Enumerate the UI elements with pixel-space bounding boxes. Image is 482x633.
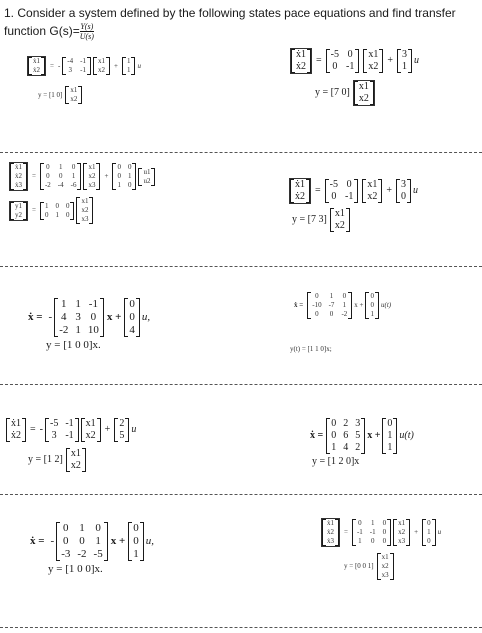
matrix [81, 418, 101, 442]
math-term: u [437, 528, 442, 536]
transfer-function-fraction [80, 22, 94, 41]
math-term: 0 [382, 537, 387, 545]
matrix [365, 292, 379, 319]
math-term: x1 [85, 418, 96, 429]
math-term: 0 [387, 418, 393, 429]
math-term: 0 [79, 535, 85, 547]
math-term: 0 [332, 61, 338, 72]
math-term: 0 [95, 522, 101, 534]
math-term: 0 [427, 537, 431, 545]
math-term: -2 [77, 548, 87, 560]
math-term: ẋ = [30, 535, 45, 547]
math-term: -1 [344, 191, 354, 202]
math-term: 0 [58, 172, 63, 180]
math-term: 1 [127, 172, 132, 180]
math-term: 3 [355, 418, 361, 429]
math-term: ẋ = [310, 430, 324, 441]
math-term: 1 [329, 292, 334, 300]
matrix [54, 298, 104, 337]
math-term: 5 [119, 430, 125, 441]
math-term: x3 [88, 181, 96, 189]
operator: = [316, 55, 322, 66]
math-term: 3 [401, 49, 407, 60]
math-term: 0 [117, 163, 121, 171]
operator: = [32, 206, 36, 214]
math-term: 0 [382, 519, 387, 527]
math-term: 0 [65, 201, 70, 210]
output-equation: y = [1 0 0]x. [48, 563, 103, 575]
matrix [290, 48, 312, 74]
matrix [40, 202, 75, 220]
math-term: 1 [370, 519, 375, 527]
math-term: ẋ1 [11, 418, 21, 429]
system-9 [30, 522, 154, 576]
matrix [422, 519, 436, 546]
math-term: 0 [63, 522, 69, 534]
system-8 [310, 418, 414, 468]
math-term: ẋ1 [295, 179, 305, 190]
math-term: 1 [331, 442, 337, 453]
output-equation: y = [0 0 1] [344, 562, 374, 570]
matrix [393, 519, 410, 546]
math-term: x2 [368, 61, 379, 72]
matrix [397, 49, 412, 73]
math-term: 1 [95, 535, 101, 547]
output-equation: y = [1 2 0]x [312, 456, 360, 467]
matrix [326, 418, 365, 454]
math-term: ẋ2 [327, 528, 334, 536]
matrix [353, 80, 375, 106]
math-term: 0 [315, 292, 319, 300]
math-term: 0 [342, 292, 347, 300]
output-equation: y = [7 0] [315, 87, 350, 98]
matrix [363, 49, 383, 73]
math-term: ẋ2 [296, 61, 306, 72]
math-term: 0 [46, 172, 50, 180]
math-term: 6 [343, 430, 349, 441]
matrix [321, 518, 340, 547]
math-term: 0 [55, 201, 59, 210]
math-term: 1 [71, 172, 76, 180]
system-4 [288, 178, 418, 232]
math-term: -3 [61, 548, 71, 560]
matrix [128, 522, 144, 561]
matrix [326, 49, 360, 73]
math-term: 1 [387, 430, 393, 441]
math-term: -1 [88, 298, 98, 310]
math-term: x2 [367, 191, 378, 202]
matrix [56, 522, 108, 561]
system-5 [28, 298, 150, 352]
math-term: 0 [346, 179, 352, 190]
math-term: -2 [44, 181, 51, 189]
math-term: 0 [117, 172, 121, 180]
output-equation: y = [1 2] [28, 454, 63, 465]
math-term: 1 [133, 548, 139, 560]
math-term: 0 [46, 163, 50, 171]
math-term: 5 [355, 430, 361, 441]
matrix [352, 519, 391, 546]
math-term: x3 [381, 571, 389, 579]
math-term: u(t) [380, 301, 392, 309]
math-term: 0 [71, 163, 76, 171]
math-term: 1 [58, 163, 63, 171]
math-term: 0 [358, 519, 362, 527]
math-term: 3 [51, 430, 57, 441]
divider [0, 494, 482, 495]
math-term: x1 [368, 49, 379, 60]
matrix [6, 418, 26, 442]
matrix [382, 418, 397, 454]
math-term: 3 [68, 66, 72, 74]
math-term: x1 [70, 448, 81, 459]
math-term: 0 [65, 210, 70, 219]
matrix [62, 57, 91, 75]
math-term: x2 [334, 220, 345, 231]
math-term: x2 [97, 66, 105, 74]
matrix [396, 179, 411, 203]
math-term: ẋ2 [295, 191, 305, 202]
math-term: 1 [61, 298, 67, 310]
divider [0, 152, 482, 153]
math-term: x1 [358, 81, 369, 92]
math-term: x2 [70, 95, 78, 103]
math-term: u [131, 424, 137, 435]
divider [0, 627, 482, 628]
matrix [377, 553, 394, 580]
operator: = [344, 528, 348, 536]
divider [0, 266, 482, 267]
matrix [9, 201, 28, 221]
math-term: x2 [358, 93, 369, 104]
math-term: ẋ2 [33, 66, 40, 74]
math-term: 2 [343, 418, 349, 429]
matrix [112, 163, 136, 190]
problem-number: 1. [4, 6, 15, 20]
math-term: ẋ1 [33, 57, 40, 65]
math-term: 1 [126, 57, 131, 65]
math-term: 2 [355, 442, 361, 453]
problem-text: Consider a system defined by the following states pace equations and find transfer function G(s)= [4, 6, 456, 38]
operator: + [104, 172, 109, 180]
math-term: u(t) [399, 430, 414, 441]
matrix [83, 163, 100, 190]
math-term: 0 [347, 49, 353, 60]
system-7 [6, 418, 136, 472]
math-term: -2 [341, 310, 348, 318]
math-term: 3 [75, 311, 81, 323]
operator: = [30, 424, 36, 435]
math-term: 4 [343, 442, 349, 453]
math-term: x + [354, 301, 364, 309]
math-term: x1 [334, 208, 345, 219]
operator: - [48, 311, 53, 323]
math-term: u [413, 55, 419, 66]
math-term: ẋ2 [11, 430, 21, 441]
math-term: 0 [400, 191, 406, 202]
math-term: x1 [398, 519, 406, 527]
problem-statement [4, 4, 478, 41]
math-term: x1 [367, 179, 378, 190]
math-term: 0 [329, 310, 334, 318]
matrix [124, 298, 140, 337]
math-term: 0 [331, 430, 337, 441]
matrix [362, 179, 382, 203]
math-term: -1 [345, 61, 355, 72]
operator: - [57, 61, 61, 70]
math-term: ẋ3 [327, 537, 334, 545]
math-term: 2 [119, 418, 125, 429]
output-equation: y = [1 0] [38, 90, 63, 99]
math-term: 1 [358, 537, 362, 545]
math-term: 1 [370, 310, 374, 318]
output-equation: y(t) = [1 1 0]x; [290, 345, 332, 353]
operator: + [386, 185, 392, 196]
matrix [66, 448, 86, 472]
math-term: 0 [63, 535, 69, 547]
matrix [114, 418, 129, 442]
math-term: 0 [133, 522, 139, 534]
math-term: u [412, 185, 418, 196]
operator: - [50, 535, 55, 547]
operator: = [315, 185, 321, 196]
math-term: x1 [97, 57, 105, 65]
math-term: x1 [81, 197, 89, 205]
math-term: 1 [126, 66, 131, 74]
math-term: x2 [88, 172, 96, 180]
matrix [122, 57, 136, 75]
math-term: u1 [143, 167, 151, 176]
math-term: 0 [127, 163, 132, 171]
math-term: -1 [80, 57, 86, 65]
operator: + [104, 424, 111, 435]
math-term: -10 [312, 301, 322, 309]
math-term: -6 [70, 181, 77, 189]
operator: + [113, 61, 118, 70]
matrix [27, 56, 46, 76]
math-term: -4 [57, 181, 64, 189]
math-term: x2 [81, 206, 89, 214]
math-term: x1 [381, 553, 389, 561]
math-term: 0 [370, 537, 375, 545]
math-term: 1 [427, 528, 431, 536]
math-term: 0 [129, 298, 135, 310]
math-term: -5 [330, 49, 339, 60]
math-term: x2 [70, 460, 81, 471]
math-term: ẋ1 [15, 163, 22, 171]
math-term: u, [141, 311, 151, 323]
operator: + [414, 528, 419, 536]
math-term: 10 [87, 324, 99, 336]
math-term: u [137, 61, 141, 70]
matrix [76, 197, 93, 224]
math-term: 3 [400, 179, 406, 190]
math-term: 0 [370, 301, 374, 309]
math-term: 0 [129, 311, 135, 323]
math-term: x2 [381, 562, 389, 570]
math-term: x3 [398, 537, 406, 545]
math-term: ẋ3 [15, 181, 22, 189]
system-2 [289, 48, 419, 106]
math-term: 1 [55, 210, 59, 219]
system-3 [8, 162, 155, 224]
math-term: x2 [398, 528, 406, 536]
math-term: ẋ = [28, 311, 43, 323]
matrix [40, 163, 82, 190]
matrix [65, 86, 82, 104]
math-term: -1 [369, 528, 376, 536]
math-term: y1 [15, 201, 22, 210]
math-term: 0 [127, 181, 132, 189]
math-term: ẋ2 [15, 172, 22, 180]
system-1 [26, 56, 141, 104]
output-equation: y = [7 3] [292, 214, 327, 225]
math-term: 0 [90, 311, 97, 323]
math-term: U(s) [79, 32, 94, 42]
math-term: -7 [328, 301, 335, 309]
system-10 [320, 518, 441, 580]
operator: + [387, 55, 393, 66]
matrix [9, 162, 28, 191]
math-term: 4 [61, 311, 67, 323]
math-term: Y(s) [80, 22, 94, 32]
math-term: -5 [329, 179, 338, 190]
math-term: x + [367, 430, 381, 441]
math-term: -1 [65, 418, 74, 429]
math-term: 1 [387, 442, 393, 453]
math-term: 0 [315, 310, 319, 318]
math-term: 0 [427, 519, 431, 527]
system-6 [288, 292, 391, 354]
operator: = [32, 172, 36, 180]
math-term: 4 [129, 324, 135, 336]
math-term: 1 [44, 201, 49, 210]
math-term: 0 [133, 535, 139, 547]
matrix [45, 418, 79, 442]
math-term: -1 [65, 430, 74, 441]
math-term: u2 [143, 176, 151, 185]
math-term: x2 [85, 430, 96, 441]
math-term: 0 [382, 528, 387, 536]
math-term: 1 [401, 61, 407, 72]
output-equation: y = [1 0 0]x. [46, 339, 101, 351]
matrix [330, 208, 350, 232]
operator: = [50, 61, 54, 70]
math-term: 1 [342, 301, 347, 309]
math-term: x3 [81, 215, 89, 223]
math-term: 0 [331, 191, 337, 202]
math-term: x + [106, 311, 122, 323]
math-term: ẋ1 [327, 519, 334, 527]
matrix [289, 178, 311, 204]
math-term: -5 [93, 548, 103, 560]
matrix [93, 57, 110, 75]
math-term: 0 [331, 418, 337, 429]
math-term: -4 [67, 57, 74, 65]
math-term: x1 [70, 86, 78, 94]
matrix [138, 168, 155, 186]
math-term: x1 [88, 163, 96, 171]
matrix [325, 179, 359, 203]
math-term: 1 [75, 298, 81, 310]
math-term: -1 [356, 528, 363, 536]
divider [0, 384, 482, 385]
math-term: 1 [117, 181, 121, 189]
math-term: -5 [49, 418, 59, 429]
math-term: 0 [44, 210, 49, 219]
math-term: -2 [59, 324, 69, 336]
math-term: x + [110, 535, 126, 547]
math-term: 1 [79, 522, 85, 534]
math-term: -1 [80, 66, 86, 74]
math-term: y2 [15, 210, 22, 219]
math-term: u, [145, 535, 154, 547]
math-term: ẋ1 [296, 49, 306, 60]
math-term: 0 [370, 292, 374, 300]
matrix [307, 292, 352, 319]
operator: - [39, 424, 43, 435]
math-term: ẋ = [294, 301, 304, 309]
math-term: 1 [75, 324, 81, 336]
